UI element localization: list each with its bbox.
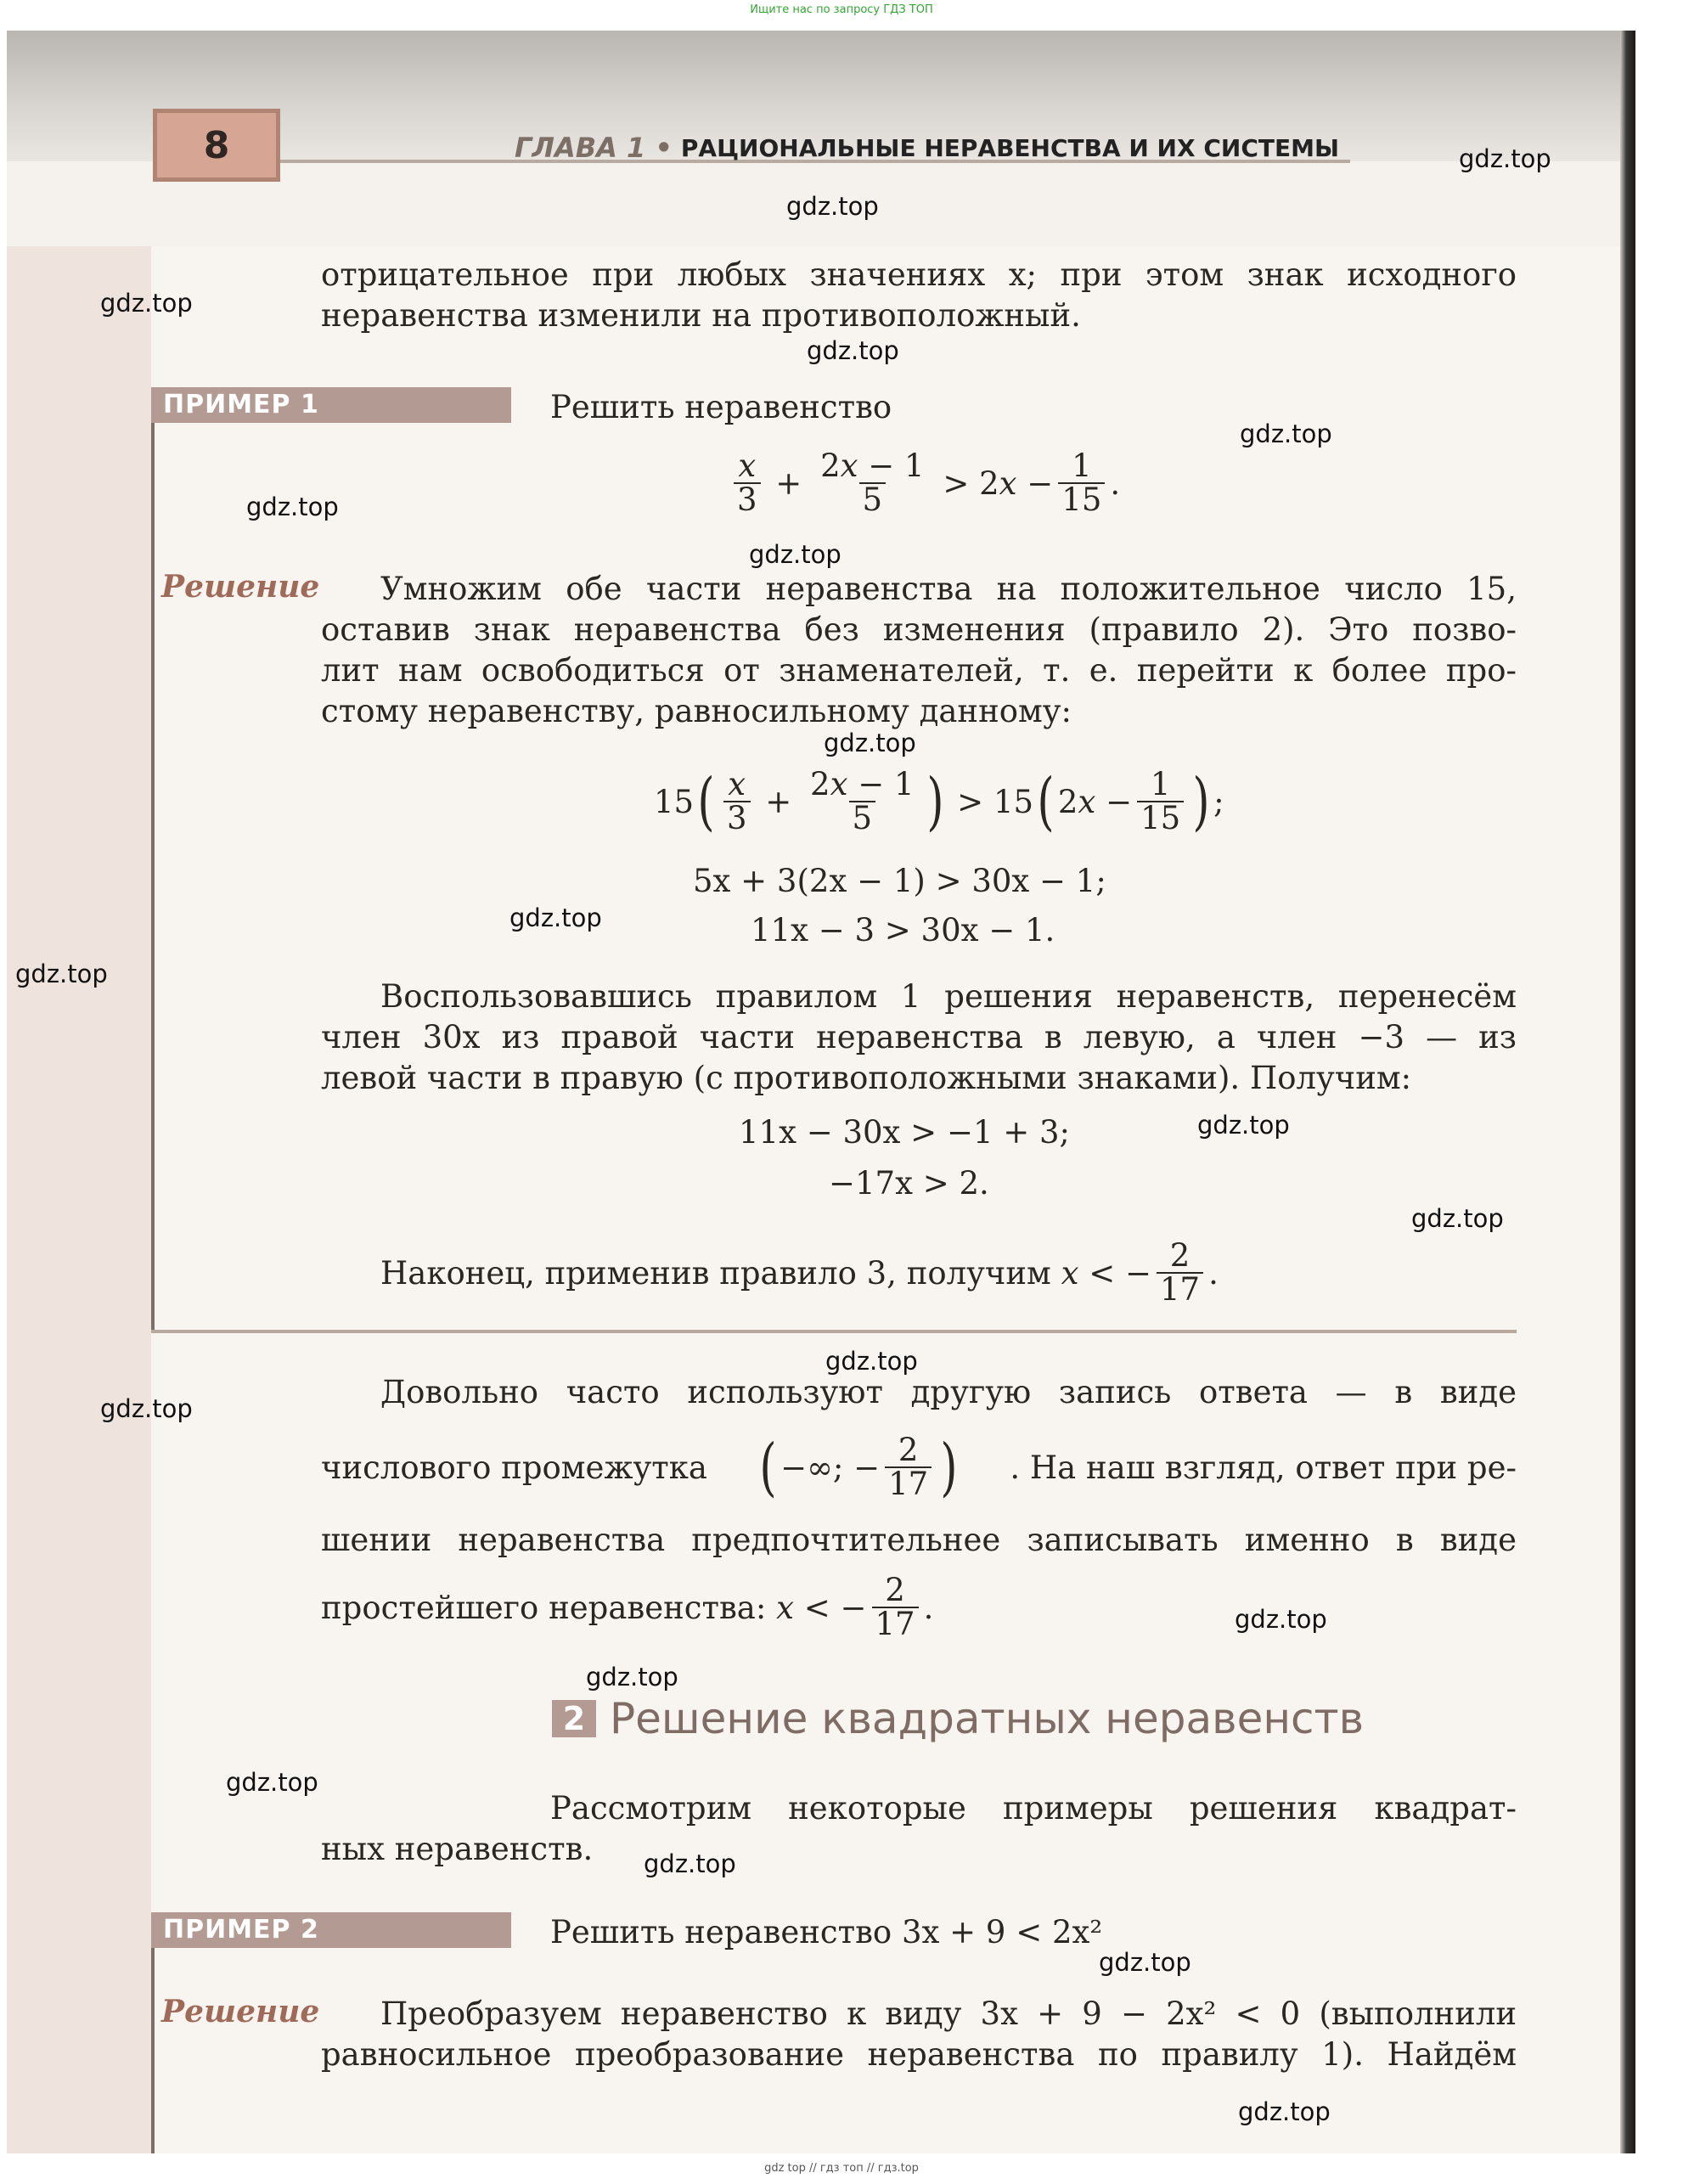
watermark: gdz.top <box>246 493 339 521</box>
fraction-2x-1-5: $\frac{2x - 1}{5}$ <box>810 766 915 836</box>
example1-inequality: $\frac{x}{3}$ + $\frac{2x - 1}{5}$ > 2x − $\frac{1}{15}$ . <box>729 445 1120 521</box>
example1-solution-line-3: лит нам освободиться от знаменателей, т. е. перейти к более про- <box>321 652 1517 689</box>
watermark: gdz.top <box>1099 1948 1191 1977</box>
page-edge-shadow <box>1620 31 1635 2153</box>
watermark: gdz.top <box>749 540 842 569</box>
after-line-2-start: числового промежутка <box>321 1449 707 1486</box>
section-2-intro-line-1: Рассмотрим некоторые примеры решения квадрат- <box>550 1790 1517 1827</box>
bottom-links[interactable]: gdz top // гдз топ // гдз.top <box>764 2162 919 2175</box>
after-line-3: шении неравенства предпочтительнее записывать именно в виде <box>321 1522 1517 1558</box>
example2-label: ПРИМЕР 2 <box>151 1912 511 1948</box>
watermark: gdz.top <box>786 192 879 221</box>
watermark: gdz.top <box>15 960 108 988</box>
watermark: gdz.top <box>1240 419 1332 448</box>
example1-p2-line-1: Воспользовавшись правилом 1 решения неравенств, перенесём <box>380 978 1517 1015</box>
example2-solution-label: Решение <box>161 1994 320 2029</box>
watermark: gdz.top <box>1459 144 1551 173</box>
watermark: gdz.top <box>1197 1111 1290 1140</box>
example2-task: Решить неравенство 3x + 9 < 2x² <box>550 1914 1103 1950</box>
example1-frame-bottom <box>151 1330 1517 1333</box>
watermark: gdz.top <box>1235 1605 1327 1634</box>
example2-solution-line-1: Преобразуем неравенство к виду 3x + 9 − 2x² < 0 (выполнили <box>380 1995 1517 2032</box>
example1-eq-simplified: 11x − 3 > 30x − 1. <box>751 912 1055 948</box>
page-number: 8 <box>153 109 280 182</box>
fraction-2-17: $\frac{2}{17}$ <box>885 1434 932 1500</box>
fraction-x-3: $\frac{x}{3}$ <box>723 768 751 835</box>
example1-task: Решить неравенство <box>550 389 892 425</box>
example2-solution-line-2: равносильное преобразование неравенства по правилу 1). Найдём <box>321 2036 1517 2073</box>
watermark: gdz.top <box>1411 1204 1504 1233</box>
example1-solution-label: Решение <box>161 569 320 605</box>
example1-final-text: Наконец, применив правило 3, получим <box>380 1254 1051 1292</box>
fraction-2x-1-5: $\frac{2x - 1}{5}$ <box>820 447 925 518</box>
example1-solution-line-2: оставив знак неравенства без изменения (правило 2). Это позво- <box>321 611 1517 648</box>
interval-notation: ( −∞; − $\frac{2}{17}$ ) <box>759 1431 958 1504</box>
fraction-2-17: $\frac{2}{17}$ <box>1157 1240 1203 1306</box>
after-line-2-end: . На наш взгляд, ответ при ре- <box>1010 1449 1517 1486</box>
example1-label: ПРИМЕР 1 <box>151 387 511 423</box>
example1-frame-left <box>151 423 155 1333</box>
example2-frame-left <box>151 1948 155 2153</box>
chapter-name: РАЦИОНАЛЬНЫЕ НЕРАВЕНСТВА И ИХ СИСТЕМЫ <box>680 133 1339 162</box>
side-strip <box>7 246 151 2153</box>
watermark: gdz.top <box>100 1394 193 1423</box>
watermark: gdz.top <box>509 903 602 932</box>
watermark: gdz.top <box>824 729 916 757</box>
example1-multiplied: 15 ( $\frac{x}{3}$ + $\frac{2x - 1}{5}$ ) > 15 ( 2x − $\frac{1}{15}$ ) ; <box>654 765 1224 838</box>
watermark: gdz.top <box>226 1768 318 1797</box>
watermark: gdz.top <box>644 1849 736 1878</box>
watermark: gdz.top <box>1238 2097 1331 2126</box>
section-number: 2 <box>552 1700 596 1737</box>
example1-eq-moved: 11x − 30x > −1 + 3; <box>739 1114 1071 1151</box>
watermark: gdz.top <box>100 289 193 318</box>
after-line-4: простейшего неравенства: x < − $\frac{2}{17}$ . <box>321 1572 934 1642</box>
top-search-hint[interactable]: Ищите нас по запросу ГДЗ ТОП <box>750 3 933 16</box>
watermark: gdz.top <box>807 336 899 365</box>
section-2-heading <box>552 1693 1364 1744</box>
after-line-4-text: простейшего неравенства: <box>321 1589 767 1626</box>
after-line-1: Довольно часто используют другую запись ответа — в виде <box>380 1374 1517 1410</box>
section-title: Решение квадратных неравенств <box>610 1694 1365 1743</box>
chapter-prefix: ГЛАВА 1 • <box>515 132 673 164</box>
example1-solution-line-4: стому неравенству, равносильному данному: <box>321 693 1072 729</box>
after-line-2 <box>321 1427 1517 1508</box>
chapter-title <box>515 122 1364 173</box>
fraction-1-15: $\frac{1}{15}$ <box>1058 450 1105 516</box>
watermark: gdz.top <box>825 1347 918 1376</box>
example1-p2-line-2: член 30x из правой части неравенства в левую, а член −3 — из <box>321 1019 1517 1055</box>
watermark: gdz.top <box>586 1663 678 1691</box>
example1-eq-expanded: 5x + 3(2x − 1) > 30x − 1; <box>693 863 1106 899</box>
example1-final: Наконец, применив правило 3, получим x < − $\frac{2}{17}$ . <box>380 1237 1219 1308</box>
fraction-2-17: $\frac{2}{17}$ <box>872 1574 919 1641</box>
intro-line-1: отрицательное при любых значениях x; при этом знак исходного <box>321 256 1517 293</box>
fraction-x-3: $\frac{x}{3}$ <box>734 450 761 516</box>
example1-solution-line-1: Умножим обе части неравенства на положительное число 15, <box>380 571 1517 607</box>
intro-line-2: неравенства изменили на противоположный. <box>321 297 1081 334</box>
example1-p2-line-3: левой части в правую (с противоположными знаками). Получим: <box>321 1060 1412 1096</box>
fraction-1-15: $\frac{1}{15}$ <box>1137 768 1184 835</box>
example1-eq-result: −17x > 2. <box>829 1165 989 1202</box>
section-2-intro-line-2: ных неравенств. <box>321 1831 594 1867</box>
